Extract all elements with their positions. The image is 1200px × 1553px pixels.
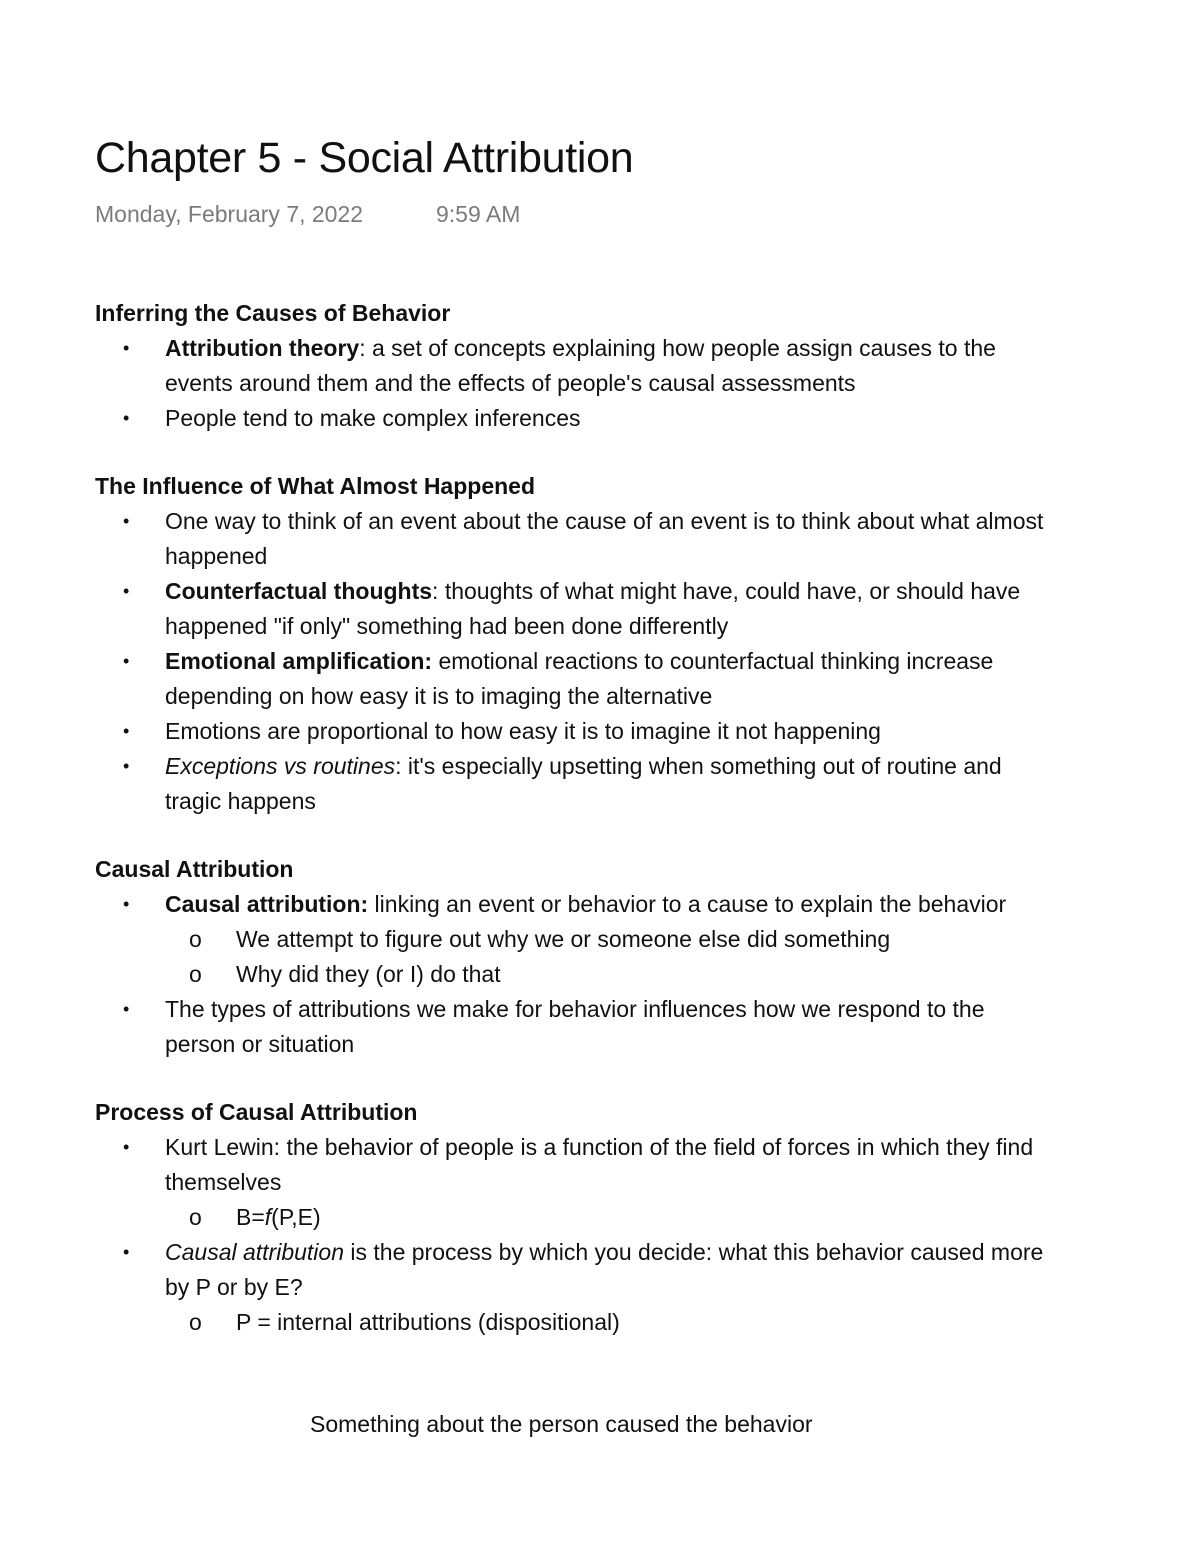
section-causal-attribution <box>95 852 1055 1062</box>
formula: B=f(P,E) <box>236 1204 321 1230</box>
bullet-icon: • <box>123 511 130 531</box>
bullet-icon: • <box>123 894 130 914</box>
definition: : a set of concepts explaining how people assign causes to the events around them and the effects of people's causal assessments <box>165 335 996 396</box>
bullet-icon: • <box>123 581 130 601</box>
list-item <box>95 644 1055 714</box>
section-inferring-causes <box>95 296 1055 436</box>
sub-list-item <box>165 922 1055 957</box>
term-italic: Causal attribution <box>165 1239 344 1265</box>
circle-bullet-icon: o <box>189 926 202 952</box>
clipped-text-line <box>310 1411 813 1442</box>
sub-list <box>165 1200 1055 1235</box>
bullet-icon: • <box>123 756 130 776</box>
list-item <box>95 504 1055 574</box>
sub-list <box>165 1305 1055 1340</box>
bullet-list <box>95 1130 1055 1340</box>
section-heading: Inferring the Causes of Behavior <box>95 300 451 326</box>
item-text: The types of attributions we make for behavior influences how we respond to the person or situation <box>165 996 985 1057</box>
item-text: People tend to make complex inferences <box>165 405 581 431</box>
list-item <box>95 331 1055 401</box>
term: Emotional amplification: <box>165 648 433 674</box>
list-item <box>95 574 1055 644</box>
clipped-text: Something about the person caused the behavior <box>310 1411 813 1437</box>
note-timestamp <box>95 199 521 229</box>
list-item <box>95 749 1055 819</box>
term: Causal attribution: <box>165 891 369 917</box>
note-date: Monday, February 7, 2022 <box>95 201 364 227</box>
formula-function-symbol: f <box>264 1204 272 1230</box>
term: Counterfactual thoughts <box>165 578 433 604</box>
list-item <box>95 401 1055 436</box>
item-text: Kurt Lewin: the behavior of people is a function of the field of forces in which they find themselves <box>165 1134 1034 1195</box>
bullet-icon: • <box>123 1242 130 1262</box>
list-item <box>95 714 1055 749</box>
bullet-icon: • <box>123 408 130 428</box>
note-time: 9:59 AM <box>436 201 521 227</box>
bullet-list <box>95 887 1055 1062</box>
circle-bullet-icon: o <box>189 1204 202 1230</box>
list-item <box>95 992 1055 1062</box>
bullet-list <box>95 331 1055 436</box>
section-heading: The Influence of What Almost Happened <box>95 473 535 499</box>
list-item <box>95 1130 1055 1235</box>
term-italic: Exceptions vs routines <box>165 753 396 779</box>
circle-bullet-icon: o <box>189 1309 202 1335</box>
item-text: P = internal attributions (dispositional) <box>236 1309 620 1335</box>
bullet-icon: • <box>123 999 130 1019</box>
section-what-almost-happened <box>95 469 1055 819</box>
item-text: Why did they (or I) do that <box>236 961 501 987</box>
bullet-icon: • <box>123 338 130 358</box>
definition: linking an event or behavior to a cause to explain the behavior <box>368 891 1007 917</box>
sub-list <box>165 922 1055 992</box>
definition: emotional reactions to counterfactual thinking increase depending on how easy it is to imaging the alternative <box>165 648 994 709</box>
item-text: Emotions are proportional to how easy it is to imagine it not happening <box>165 718 881 744</box>
term: Attribution theory <box>165 335 360 361</box>
page-title: Chapter 5 - Social Attribution <box>95 134 634 182</box>
sub-list-item <box>165 1200 1055 1235</box>
bullet-icon: • <box>123 721 130 741</box>
definition: : it's especially upsetting when something out of routine and tragic happens <box>165 753 1002 814</box>
bullet-icon: • <box>123 651 130 671</box>
note-content <box>95 296 1055 1373</box>
item-text: We attempt to figure out why we or someone else did something <box>236 926 891 952</box>
list-item <box>95 1235 1055 1340</box>
list-item <box>95 887 1055 992</box>
sub-list-item <box>165 1305 1055 1340</box>
circle-bullet-icon: o <box>189 961 202 987</box>
section-heading: Process of Causal Attribution <box>95 1099 418 1125</box>
item-text: One way to think of an event about the cause of an event is to think about what almost happened <box>165 508 1044 569</box>
section-heading: Causal Attribution <box>95 856 294 882</box>
section-process-causal-attribution <box>95 1095 1055 1340</box>
bullet-icon: • <box>123 1137 130 1157</box>
definition: is the process by which you decide: what this behavior caused more by P or by E? <box>165 1239 1044 1300</box>
definition: : thoughts of what might have, could have, or should have happened "if only" something had been done differently <box>165 578 1021 639</box>
sub-list-item <box>165 957 1055 992</box>
bullet-list <box>95 504 1055 819</box>
